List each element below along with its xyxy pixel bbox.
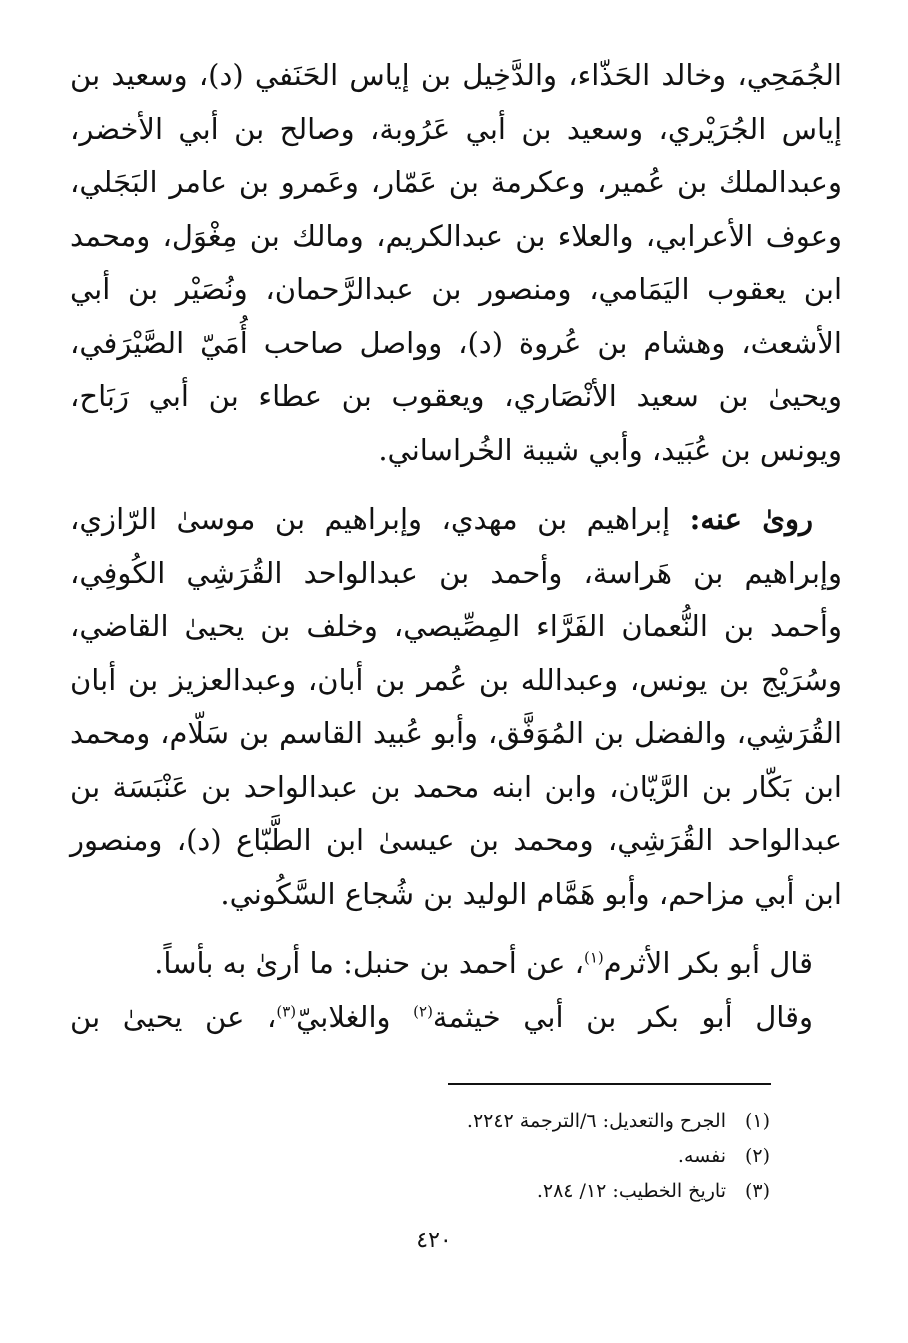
text-line: ابن أبي مزاحم، وأبو هَمَّام الوليد بن شُجاع السَّكُوني.	[220, 876, 842, 911]
page-number: ٤٢٠	[416, 1228, 452, 1253]
text-fragment: والغلابيّ	[296, 999, 414, 1034]
footnote-text: نفسه.	[677, 1145, 726, 1167]
footnote	[310, 1104, 770, 1139]
footnote	[310, 1139, 770, 1174]
text-line: الجُمَحِي، وخالد الحَذّاء، والدَّخِيل بن إياس الحَنَفي (د)، وسعيد بن	[70, 58, 842, 92]
narrators-paragraph	[70, 49, 842, 477]
footnote-separator	[448, 1083, 771, 1085]
text-line: ويونس بن عُبَيد، وأبي شيبة الخُراساني.	[378, 432, 842, 467]
footnote-reference[interactable]: (٢)	[413, 1001, 433, 1020]
footnote-number: (٢)	[744, 1145, 770, 1167]
text-line: وسُرَيْج بن يونس، وعبدالله بن عُمر بن أبان، وعبدالعزيز بن أبان	[70, 662, 842, 697]
text-line	[70, 493, 842, 547]
text-fragment: ، عن أحمد بن حنبل: ما أرىٰ به بأساً.	[154, 946, 584, 980]
text-line: وعبدالملك بن عُمير، وعكرمة بن عَمّار، وعَمرو بن عامر البَجَلي،	[70, 165, 842, 199]
section-lead: روىٰ عنه:	[689, 502, 813, 536]
footnotes-section	[310, 1104, 770, 1209]
footnote-number: (١)	[744, 1110, 770, 1132]
footnote-reference[interactable]: (١)	[583, 948, 604, 967]
footnote	[310, 1174, 770, 1209]
text-line: الأشعث، وهشام بن عُروة (د)، وواصل صاحب أُمَيّ الصَّيْرَفي،	[70, 325, 842, 360]
text-line	[70, 937, 842, 991]
text-line: إياس الجُرَيْري، وسعيد بن أبي عَرُوبة، وصالح بن أبي الأخضر،	[70, 111, 842, 146]
footnote-number: (٣)	[744, 1180, 770, 1202]
text-fragment: ، عن يحيىٰ بن	[70, 999, 277, 1034]
text-line: وعوف الأعرابي، والعلاء بن عبدالكريم، ومالك بن مِغْوَل، ومحمد	[70, 218, 842, 253]
text-line: وأحمد بن النُّعمان الفَرَّاء المِصِّيصي، وخلف بن يحيىٰ القاضي،	[70, 609, 842, 643]
text-line: ويحيىٰ بن سعيد الأنْصَاري، ويعقوب بن عطاء بن أبي رَبَاح،	[70, 379, 842, 413]
footnote-reference[interactable]: (٣)	[276, 1001, 297, 1020]
assessment-paragraph	[70, 937, 842, 1044]
text-line: القُرَشِي، والفضل بن المُوَفَّق، وأبو عُبيد القاسم بن سَلّام، ومحمد	[70, 716, 842, 750]
text-line: عبدالواحد القُرَشِي، ومحمد بن عيسىٰ ابن الطَّبّاع (د)، ومنصور	[70, 823, 842, 857]
transmitters-paragraph	[70, 493, 842, 921]
footnote-text: تاريخ الخطيب: ١٢/ ٢٨٤.	[536, 1180, 726, 1202]
text-fragment: إبراهيم بن مهدي، وإبراهيم بن موسىٰ الرّازي،	[70, 502, 671, 536]
text-line: ابن يعقوب اليَمَامي، ومنصور بن عبدالرَّحمان، ونُصَيْر بن أبي	[70, 272, 842, 306]
text-line: ابن بَكّار بن الرَّيّان، وابن ابنه محمد بن عبدالواحد بن عَنْبَسَة بن	[70, 769, 842, 804]
text-fragment: وقال أبو بكر بن أبي خيثمة	[432, 999, 813, 1034]
footnote-text: الجرح والتعديل: ٦/الترجمة ٢٢٤٢.	[466, 1110, 726, 1132]
text-line	[70, 991, 842, 1045]
text-fragment: قال أبو بكر الأثرم	[603, 946, 813, 980]
text-line: وإبراهيم بن هَراسة، وأحمد بن عبدالواحد القُرَشِي الكُوفِي،	[70, 555, 842, 590]
